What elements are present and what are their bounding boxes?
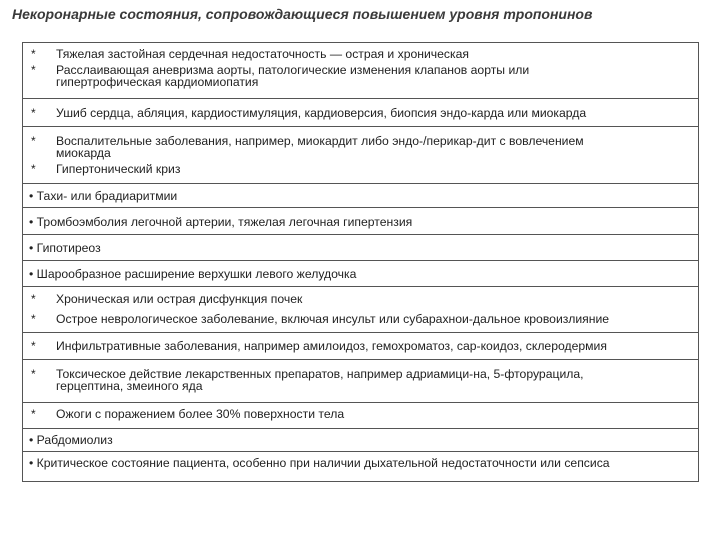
item-text: Гипертонический криз (56, 162, 181, 176)
conditions-table (22, 42, 699, 482)
table-row (23, 208, 698, 235)
table-row (23, 99, 698, 127)
asterisk-marker: * (31, 47, 36, 61)
asterisk-marker: * (31, 339, 36, 353)
asterisk-marker: * (31, 407, 36, 421)
table-row (23, 403, 698, 429)
table-row (23, 452, 698, 482)
table-row (23, 43, 698, 99)
asterisk-marker: * (31, 292, 36, 306)
page-title: Некоронарные состояния, сопровождающиеся повышением уровня тропонинов (12, 6, 593, 22)
item-text: • Шарообразное расширение верхушки левого желудочка (29, 267, 357, 281)
table-row (23, 261, 698, 287)
asterisk-marker: * (31, 162, 36, 176)
item-text: Тяжелая застойная сердечная недостаточность — острая и хроническая (56, 47, 469, 61)
item-text: Расслаивающая аневризма аорты, патологические изменения клапанов аорты или (56, 63, 530, 77)
item-text: • Критическое состояние пациента, особенно при наличии дыхательной недостаточности или сепсиса (29, 456, 610, 470)
item-text: Токсическое действие лекарственных препаратов, например адриамици-на, 5-фторурацила, (56, 367, 584, 381)
table-row (23, 184, 698, 208)
item-text: Инфильтративные заболевания, например амилоидоз, гемохроматоз, сар-коидоз, склеродермия (56, 339, 607, 353)
item-text: Хроническая или острая дисфункция почек (56, 292, 303, 306)
item-text: Ушиб сердца, абляция, кардиостимуляция, кардиоверсия, биопсия эндо-карда или миокарда (56, 106, 587, 120)
item-text: Острое неврологическое заболевание, включая инсульт или субарахнои-дальное кровоизлияние (56, 312, 610, 326)
asterisk-marker: * (31, 134, 36, 148)
item-text: • Рабдомиолиз (29, 433, 113, 447)
asterisk-marker: * (31, 312, 36, 326)
table-row (23, 333, 698, 360)
asterisk-marker: * (31, 367, 36, 381)
asterisk-marker: * (31, 63, 36, 77)
item-text: • Тахи- или брадиаритмии (29, 189, 178, 203)
table-row (23, 429, 698, 452)
item-text: Ожоги с поражением более 30% поверхности тела (56, 407, 345, 421)
item-text: Воспалительные заболевания, например, миокардит либо эндо-/перикар-дит с вовлечением (56, 134, 584, 148)
table-row (23, 287, 698, 333)
item-text: миокарда (56, 146, 111, 160)
item-text: • Тромбоэмболия легочной артерии, тяжелая легочная гипертензия (29, 215, 413, 229)
table-row (23, 127, 698, 184)
asterisk-marker: * (31, 106, 36, 120)
item-text: герцептина, змеиного яда (56, 379, 203, 393)
table-row (23, 235, 698, 261)
item-text: • Гипотиреоз (29, 241, 101, 255)
item-text: гипертрофическая кардиомиопатия (56, 75, 259, 89)
table-row (23, 360, 698, 403)
